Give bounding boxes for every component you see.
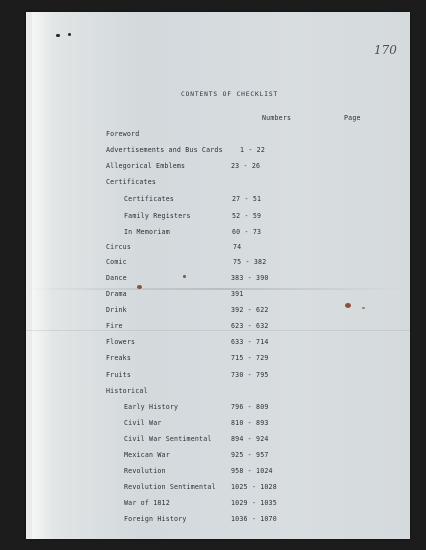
entry-label: Fruits (106, 371, 132, 379)
entry-label: Drink (106, 306, 127, 314)
entry-numbers: 958 - 1024 (231, 467, 273, 475)
entry-label: Foreword (106, 130, 140, 138)
entry-label: Flowers (106, 338, 136, 346)
entry-numbers: 730 - 795 (231, 371, 269, 379)
entry-label: Family Registers (124, 212, 191, 220)
entry-label: Fire (106, 322, 123, 330)
entry-numbers: 894 - 924 (231, 435, 269, 443)
entry-label: Circus (106, 243, 132, 251)
entry-numbers: 383 - 390 (231, 274, 269, 282)
document-title: CONTENTS OF CHECKLIST (181, 91, 279, 98)
entry-label: War of 1812 (124, 499, 170, 507)
paper-crease (26, 330, 410, 331)
entry-label: Drama (106, 290, 127, 298)
entry-numbers: 60 - 73 (232, 228, 262, 236)
entry-label: Freaks (106, 354, 132, 362)
stain-mark (137, 285, 142, 289)
stain-mark (183, 275, 186, 278)
staple-hole (68, 33, 71, 36)
entry-numbers: 1025 - 1028 (231, 483, 277, 491)
entry-numbers: 623 - 632 (231, 322, 269, 330)
entry-numbers: 796 - 809 (231, 403, 269, 411)
entry-numbers: 810 - 893 (231, 419, 269, 427)
staple-hole (56, 34, 60, 37)
entry-numbers: 391 (231, 290, 244, 298)
entry-numbers: 27 - 51 (232, 195, 262, 203)
entry-numbers: 392 - 622 (231, 306, 269, 314)
entry-label: In Memoriam (124, 228, 170, 236)
entry-numbers: 23 - 26 (231, 162, 261, 170)
handwritten-page-number: 170 (374, 43, 397, 57)
entry-numbers: 1036 - 1070 (231, 515, 277, 523)
entry-label: Certificates (106, 178, 157, 186)
entry-label: Foreign History (124, 515, 187, 523)
entry-label: Advertisements and Bus Cards (106, 146, 223, 154)
entry-numbers: 925 - 957 (231, 451, 269, 459)
entry-numbers: 715 - 729 (231, 354, 269, 362)
entry-label: Certificates (124, 195, 175, 203)
entry-numbers: 74 (233, 243, 242, 251)
entry-label: Comic (106, 258, 127, 266)
entry-label: Dance (106, 274, 127, 282)
entry-label: Historical (106, 387, 148, 395)
entry-numbers: 633 - 714 (231, 338, 269, 346)
numbers-column-header: Numbers (262, 114, 292, 122)
entry-label: Revolution (124, 467, 166, 475)
entry-label: Allegorical Emblems (106, 162, 186, 170)
entry-label: Revolution Sentimental (124, 483, 216, 491)
entry-numbers: 1029 - 1035 (231, 499, 277, 507)
page-column-header: Page (344, 114, 361, 122)
entry-label: Civil War (124, 419, 162, 427)
entry-label: Mexican War (124, 451, 170, 459)
stain-mark (362, 307, 365, 309)
stain-mark (345, 303, 351, 308)
paper-fold-line (26, 288, 410, 290)
entry-numbers: 52 - 59 (232, 212, 262, 220)
entry-numbers: 1 - 22 (240, 146, 266, 154)
document-sheet (26, 12, 410, 539)
entry-numbers: 75 - 382 (233, 258, 267, 266)
entry-label: Civil War Sentimental (124, 435, 212, 443)
entry-label: Early History (124, 403, 179, 411)
